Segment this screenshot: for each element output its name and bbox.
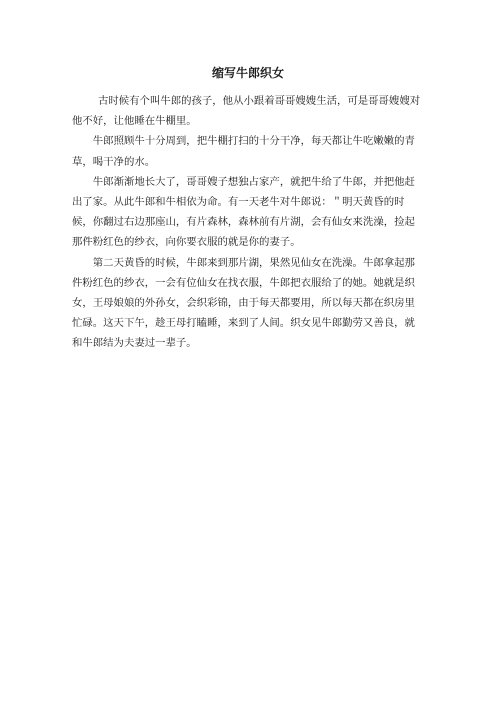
paragraph-3: 牛郎渐渐地长大了，哥哥嫂子想独占家产，就把牛给了牛郎，并把他赶出了家。从此牛郎和牛相依为命。有一天老牛对牛郎说：＂明天黄昏的时候，你翻过右边那座山，有片森林，森林前有片湖，会有仙女来洗澡，捡起那件粉红色的纱衣，向你要衣服的就是你的妻子。 — [72, 175, 415, 249]
document-body — [72, 91, 424, 354]
paragraph-2: 牛郎照顾牛十分周到，把牛棚打扫的十分干净，每天都让牛吃嫩嫩的青草，喝干净的水。 — [72, 135, 415, 168]
document-title: 缩写牛郎织女 — [211, 66, 284, 80]
paragraph-1: 古时候有个叫牛郎的孩子，他从小跟着哥哥嫂嫂生活，可是哥哥嫂嫂对他不好，让他睡在牛棚里。 — [72, 95, 421, 128]
paragraph-4: 第二天黄昏的时候，牛郎来到那片湖，果然见仙女在洗澡。牛郎拿起那件粉红色的纱衣，一会有位仙女在找衣服，牛郎把衣服给了的她。她就是织女，王母娘娘的外孙女，会织彩锦，由于每天都要用，所以每天都在织房里忙碌。这天下午，趁王母打瞌睡，来到了人间。织女见牛郎勤劳又善良，就和牛郎结为夫妻过一辈子。 — [72, 256, 415, 350]
